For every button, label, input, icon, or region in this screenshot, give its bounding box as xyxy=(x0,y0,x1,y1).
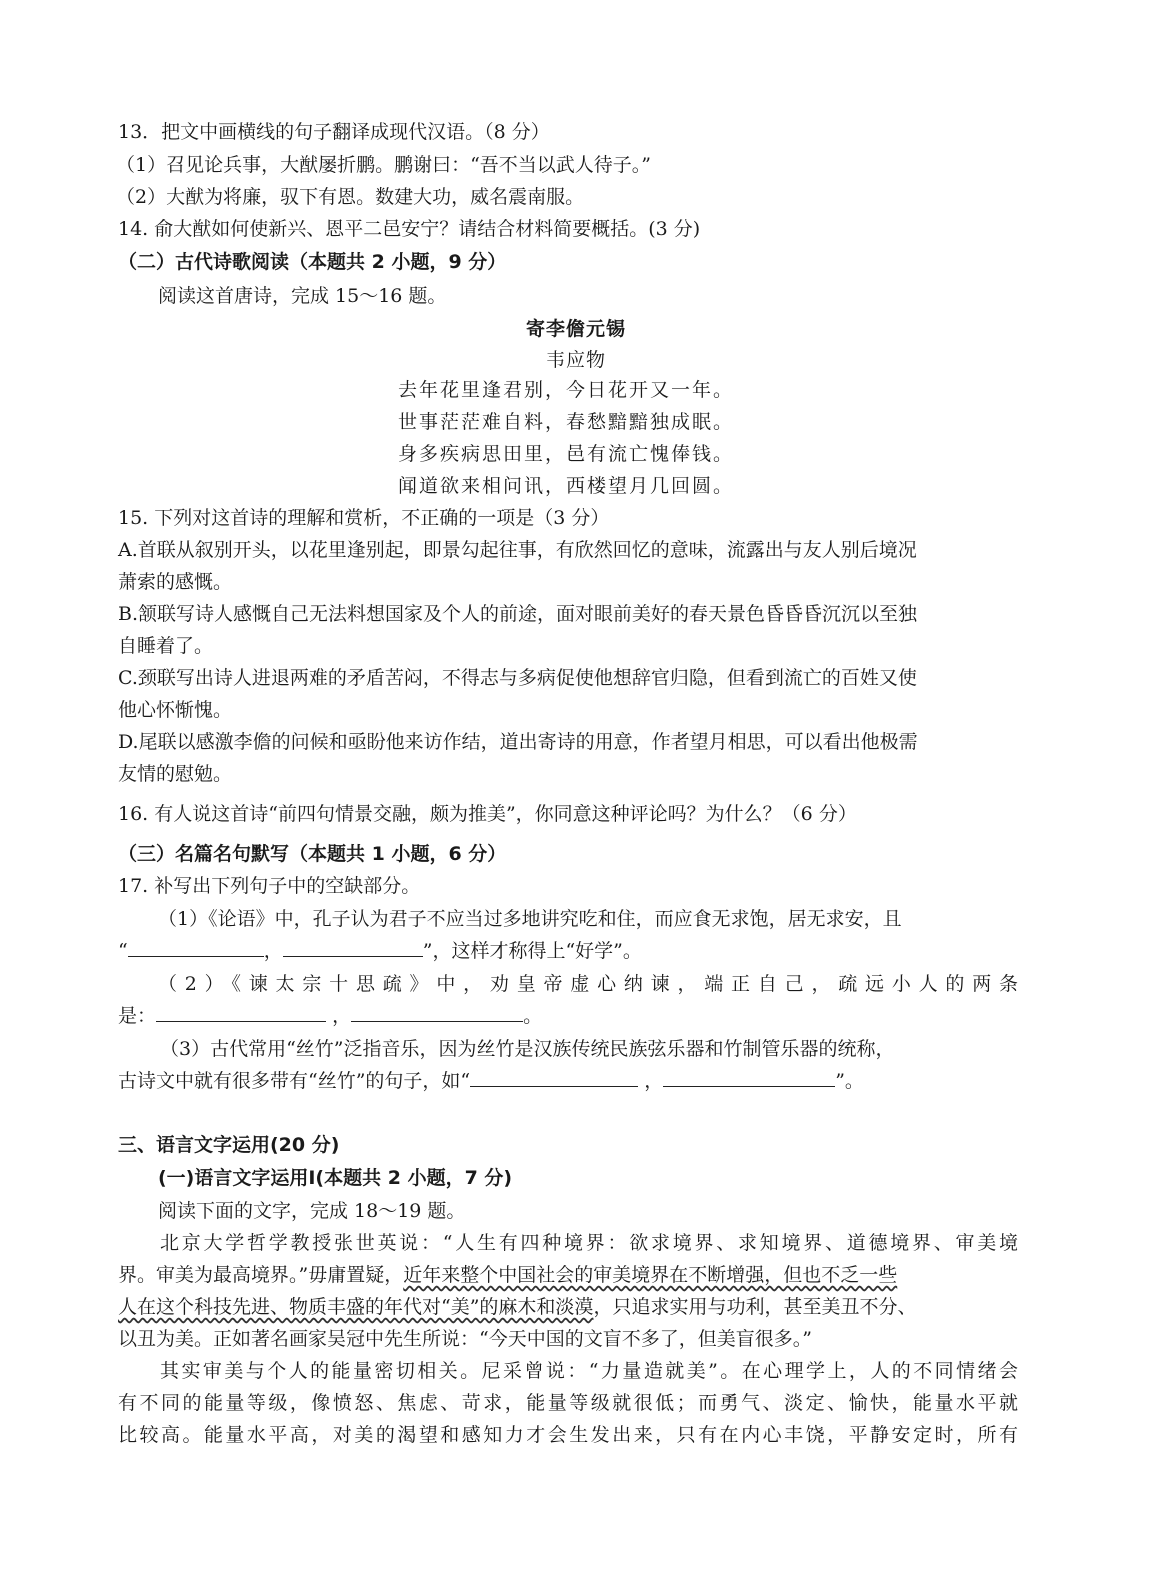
poem-line-4: 闻道欲来相问讯，西楼望月几回圆。 xyxy=(398,475,735,497)
answer-blank[interactable] xyxy=(351,1003,523,1022)
passage-line-6: 有不同的能量等级，像愤怒、焦虑、苛求，能量等级就很低；而勇气、淡定、愉快，能量水平就 xyxy=(118,1392,1018,1414)
underlined-text: 近年来整个中国社会的审美境界在不断增强，但也不乏一些 xyxy=(403,1264,898,1286)
q15-option-d-cont: 友情的慰勉。 xyxy=(118,763,233,785)
section-poetry-heading: （二）古代诗歌阅读（本题共 2 小题，9 分） xyxy=(118,251,507,273)
open-quote: “ xyxy=(118,940,128,962)
passage-line-3 xyxy=(118,1294,916,1320)
q17-part-1-blanks xyxy=(118,938,642,964)
passage-line-7: 比较高。能量水平高，对美的渴望和感知力才会生发出来，只有在内心丰饶，平静安定时，所有 xyxy=(118,1424,1018,1446)
q13-stem: 13．把文中画横线的句子翻译成现代汉语。（8 分） xyxy=(118,121,550,143)
poem-author: 韦应物 xyxy=(545,349,606,371)
q15-option-a: A.首联从叙别开头，以花里逢别起，即景勾起往事，有欣然回忆的意味，流露出与友人别后境况 xyxy=(118,539,917,561)
q17-part-2-blanks xyxy=(118,1003,542,1029)
underlined-text: 人在这个科技先进、物质丰盛的年代对“美”的麻木和淡漠 xyxy=(118,1296,594,1318)
q17-part-3-blanks xyxy=(118,1068,864,1094)
q15-option-b-cont: 自睡着了。 xyxy=(118,635,214,657)
text: ，只追求实用与功利，甚至美丑不分、 xyxy=(593,1296,917,1318)
comma: ， xyxy=(332,1005,352,1027)
q17-part-1-tail: ”，这样才称得上“好学”。 xyxy=(422,940,642,962)
poem-line-1: 去年花里逢君别，今日花开又一年。 xyxy=(398,379,735,401)
poem-title: 寄李儋元锡 xyxy=(525,318,626,340)
section-3-heading: 三、语言文字运用(20 分) xyxy=(118,1134,340,1156)
prefix: 古诗文中就有很多带有“丝竹”的句子，如“ xyxy=(118,1070,471,1092)
q17-stem: 17. 补写出下列句子中的空缺部分。 xyxy=(118,875,421,897)
section-3-1-heading: (一)语言文字运用Ⅰ(本题共 2 小题，7 分) xyxy=(158,1167,513,1189)
q15-option-a-cont: 萧索的感慨。 xyxy=(118,571,233,593)
prefix: 是： xyxy=(118,1005,157,1027)
passage-line-5: 其实审美与个人的能量密切相关。尼采曾说：“力量造就美”。在心理学上，人的不同情绪会 xyxy=(160,1360,1018,1382)
passage-line-1: 北京大学哲学教授张世英说：“人生有四种境界：欲求境界、求知境界、道德境界、审美境 xyxy=(160,1232,1018,1254)
poem-line-2: 世事茫茫难自料，春愁黯黯独成眠。 xyxy=(398,411,735,433)
answer-blank[interactable] xyxy=(156,1003,326,1022)
q15-option-c: C.颈联写出诗人进退两难的矛盾苦闷，不得志与多病促使他想辞官归隐，但看到流亡的百姓又使 xyxy=(118,667,917,689)
poetry-intro: 阅读这首唐诗，完成 15～16 题。 xyxy=(158,285,447,307)
q13-sentence-2: （2）大猷为将廉，驭下有恩。数建大功，威名震南服。 xyxy=(116,186,585,208)
q15-option-c-cont: 他心怀惭愧。 xyxy=(118,699,233,721)
q15-option-d: D.尾联以感激李儋的问候和亟盼他来访作结，道出寄诗的用意，作者望月相思，可以看出他极需 xyxy=(118,731,918,753)
passage-line-2 xyxy=(118,1262,897,1288)
q15-stem: 15. 下列对这首诗的理解和赏析，不正确的一项是（3 分） xyxy=(118,507,610,529)
answer-blank[interactable] xyxy=(283,938,423,957)
poem-line-3: 身多疾病思田里，邑有流亡愧俸钱。 xyxy=(398,443,735,465)
section-3-intro: 阅读下面的文字，完成 18～19 题。 xyxy=(158,1200,466,1222)
text: 界。审美为最高境界。”毋庸置疑， xyxy=(118,1264,404,1286)
answer-blank[interactable] xyxy=(663,1068,835,1087)
q13-sentence-1: （1）召见论兵事，大猷屡折鹏。鹏谢曰：“吾不当以武人待子。” xyxy=(116,154,652,176)
section-recite-heading: （三）名篇名句默写（本题共 1 小题，6 分） xyxy=(118,843,507,865)
q17-part-2: （2）《谏太宗十思疏》中，劝皇帝虚心纳谏，端正自己，疏远小人的两条 xyxy=(158,973,1018,995)
answer-blank[interactable] xyxy=(128,938,264,957)
tail: ”。 xyxy=(835,1070,864,1092)
question-16: 16. 有人说这首诗“前四句情景交融，颇为推美”，你同意这种评论吗？为什么？（6 分） xyxy=(118,803,857,825)
comma: ， xyxy=(263,940,283,962)
q17-part-3: （3）古代常用“丝竹”泛指音乐，因为丝竹是汉族传统民族弦乐器和竹制管乐器的统称， xyxy=(160,1038,895,1060)
comma: ， xyxy=(644,1070,664,1092)
q15-option-b: B.颔联写诗人感慨自己无法料想国家及个人的前途，面对眼前美好的春天景色昏昏昏沉沉以至独 xyxy=(118,603,918,625)
period: 。 xyxy=(523,1005,543,1027)
passage-line-4: 以丑为美。正如著名画家吴冠中先生所说：“今天中国的文盲不多了，但美盲很多。” xyxy=(118,1328,812,1350)
q17-part-1: （1）《论语》中，孔子认为君子不应当过多地讲究吃和住，而应食无求饱，居无求安，且 xyxy=(158,908,902,930)
answer-blank[interactable] xyxy=(470,1068,638,1087)
question-14: 14. 俞大猷如何使新兴、恩平二邑安宁？请结合材料简要概括。(3 分) xyxy=(118,218,701,240)
